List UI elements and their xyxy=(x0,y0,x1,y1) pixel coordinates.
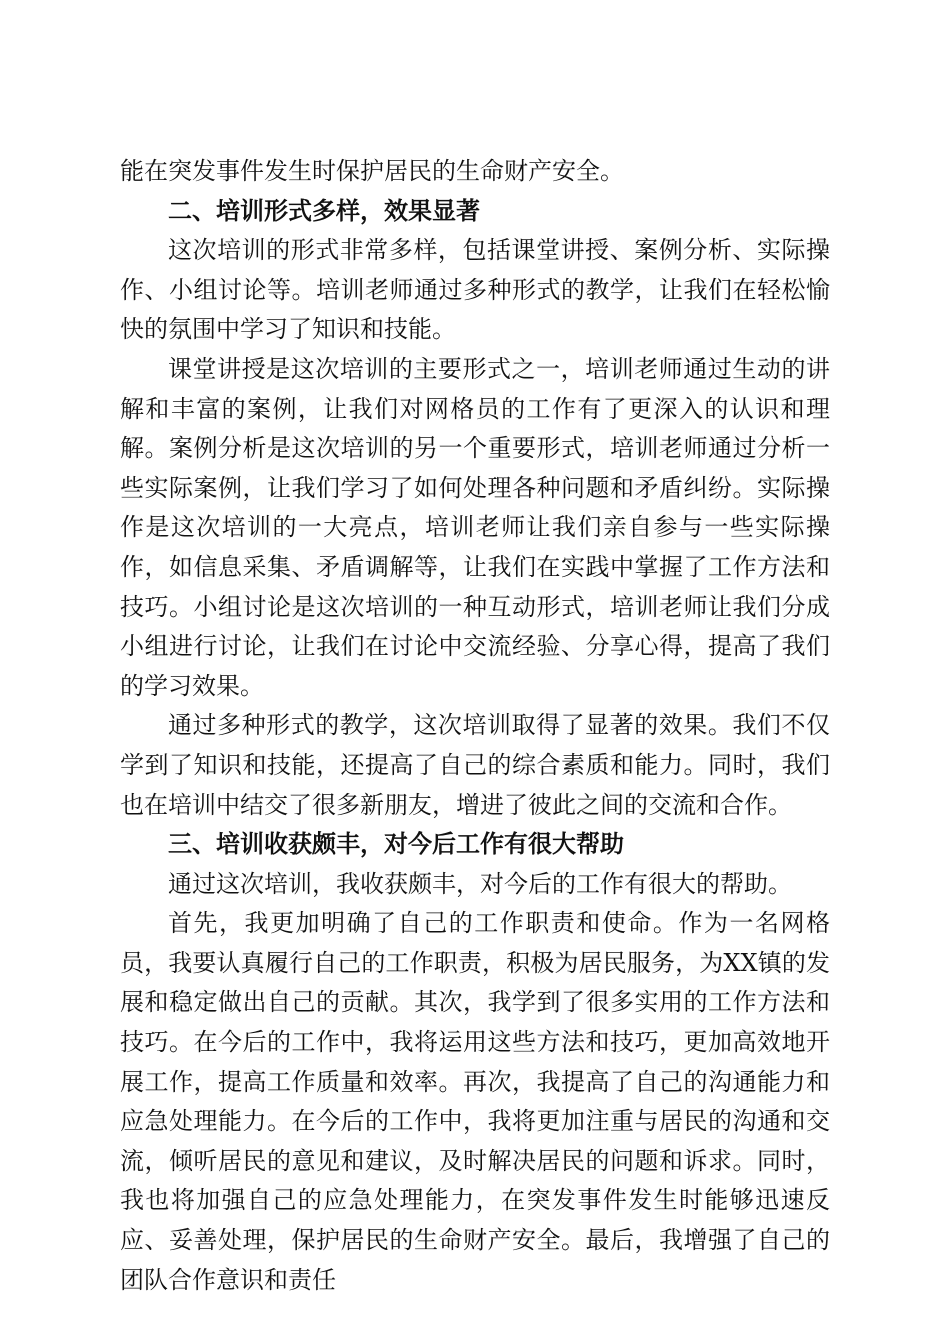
paragraph: 通过多种形式的教学，这次培训取得了显著的效果。我们不仅学到了知识和技能，还提高了自己的综合素质和能力。同时，我们也在培训中结交了很多新朋友，增进了彼此之间的交流和合作。 xyxy=(120,711,830,819)
paragraph: 课堂讲授是这次培训的主要形式之一，培训老师通过生动的讲解和丰富的案例，让我们对网格员的工作有了更深入的认识和理解。案例分析是这次培训的另一个重要形式，培训老师通过分析一些实际案例，让我们学习了如何处理各种问题和矛盾纠纷。实际操作是这次培训的一大亮点，培训老师让我们亲自参与一些实际操作，如信息采集、矛盾调解等，让我们在实践中掌握了工作方法和技巧。小组讨论是这次培训的一种互动形式，培训老师让我们分成小组进行讨论，让我们在讨论中交流经验、分享心得，提高了我们的学习效果。 xyxy=(120,354,830,700)
paragraph: 首先，我更加明确了自己的工作职责和使命。作为一名网格员，我要认真履行自己的工作职责，积极为居民服务，为XX镇的发展和稳定做出自己的贡献。其次，我学到了很多实用的工作方法和技巧。在今后的工作中，我将运用这些方法和技巧，更加高效地开展工作，提高工作质量和效率。再次，我提高了自己的沟通能力和应急处理能力。在今后的工作中，我将更加注重与居民的沟通和交流，倾听居民的意见和建议，及时解决居民的问题和诉求。同时，我也将加强自己的应急处理能力，在突发事件发生时能够迅速反应、妥善处理，保护居民的生命财产安全。最后，我增强了自己的团队合作意识和责任 xyxy=(120,909,830,1294)
continuation-paragraph: 能在突发事件发生时保护居民的生命财产安全。 xyxy=(120,157,624,185)
paragraph: 这次培训的形式非常多样，包括课堂讲授、案例分析、实际操作、小组讨论等。培训老师通过多种形式的教学，让我们在轻松愉快的氛围中学习了知识和技能。 xyxy=(120,236,830,344)
document-body xyxy=(120,152,830,1300)
section-heading-2: 二、培训形式多样，效果显著 xyxy=(168,196,480,225)
paragraph: 通过这次培训，我收获颇丰，对今后的工作有很大的帮助。 xyxy=(168,869,792,898)
section-heading-3: 三、培训收获颇丰，对今后工作有很大帮助 xyxy=(168,830,624,859)
